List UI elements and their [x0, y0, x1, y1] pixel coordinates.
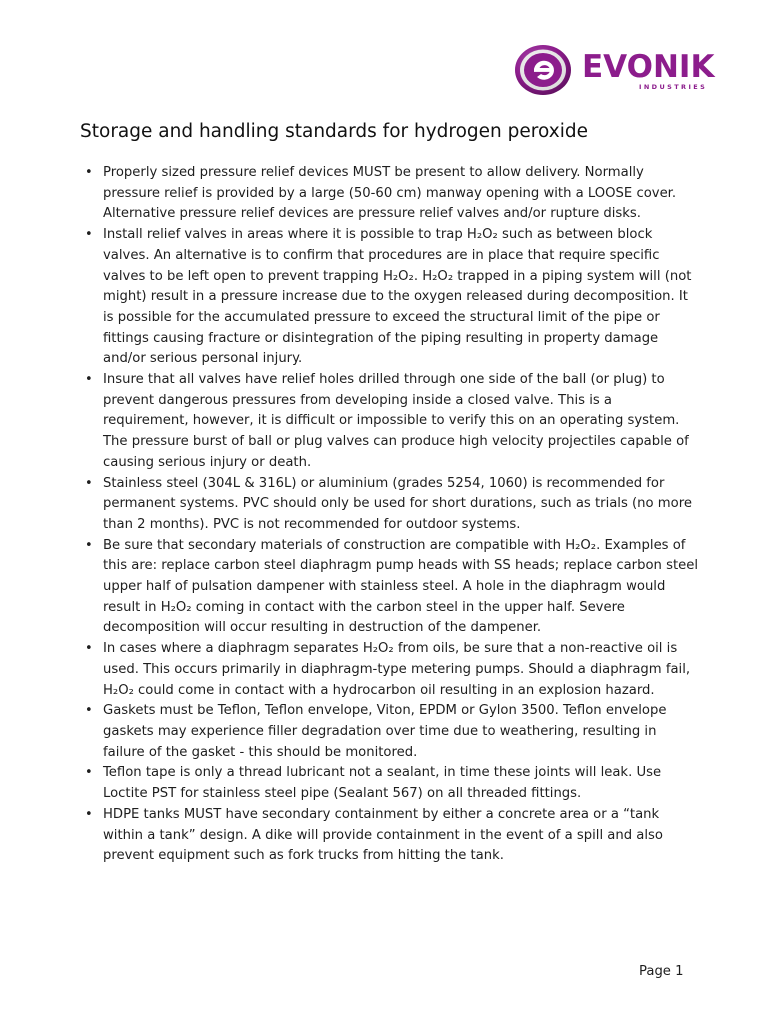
bullet-item: • Insure that all valves have relief holes drilled through one side of the ball (or plug) to prevent dangerous pressures from developing inside a closed valve. This is a requirement, however, it is difficult or impossible to verify this on an operating system. The pressure burst of ball or plug valves can produce high velocity projectiles capable of causing serious injury or death. — [80, 370, 700, 474]
bullet-item: • Stainless steel (304L & 316L) or aluminium (grades 5254, 1060) is recommended for permanent systems. PVC should only be used for short durations, such as trials (no more than 2 months). PVC is not recommended for outdoor systems. — [80, 474, 700, 536]
bullet-item: • Properly sized pressure relief devices MUST be present to allow delivery. Normally pressure relief is provided by a large (50-60 cm) manway opening with a LOOSE cover. Alternative pressure relief devices are pressure relief valves and/or rupture disks. — [80, 163, 700, 225]
bullet-item: • Be sure that secondary materials of construction are compatible with H₂O₂. Examples of this are: replace carbon steel diaphragm pump heads with SS heads; replace carbon steel upper half of pulsation dampener with stainless steel. A hole in the diaphragm would result in H₂O₂ coming in contact with the carbon steel in the upper half. Severe decomposition will occur resulting in destruction of the dampener. — [80, 536, 700, 640]
logo-wordmark: EVONIK — [582, 49, 715, 85]
document-title: Storage and handling standards for hydrogen peroxide — [80, 121, 588, 142]
bullet-item: • Install relief valves in areas where it is possible to trap H₂O₂ such as between block valves. An alternative is to confirm that procedures are in place that require specific valves to be left open to prevent trapping H₂O₂. H₂O₂ trapped in a piping system will (not might) result in a pressure increase due to the oxygen released during decomposition. It is possible for the accumulated pressure to exceed the structural limit of the pipe or fittings causing fracture or disintegration of the piping resulting in property damage and/or serious personal injury. — [80, 225, 700, 370]
bullet-list — [80, 163, 700, 867]
bullet-item: • HDPE tanks MUST have secondary containment by either a concrete area or a “tank within a tank” design. A dike will provide containment in the event of a spill and also prevent equipment such as fork trucks from hitting the tank. — [80, 805, 700, 867]
page-number: Page 1 — [639, 964, 684, 979]
evonik-logo-icon — [514, 44, 574, 96]
logo-subtitle: INDUSTRIES — [639, 83, 708, 91]
evonik-logo — [514, 44, 719, 94]
bullet-item: • Gaskets must be Teflon, Teflon envelope, Viton, EPDM or Gylon 3500. Teflon envelope gaskets may experience filler degradation over time due to weathering, resulting in failure of the gasket - this should be monitored. — [80, 701, 700, 763]
bullet-item: • Teflon tape is only a thread lubricant not a sealant, in time these joints will leak. Use Loctite PST for stainless steel pipe (Sealant 567) on all threaded fittings. — [80, 763, 700, 804]
bullet-item: • In cases where a diaphragm separates H₂O₂ from oils, be sure that a non-reactive oil is used. This occurs primarily in diaphragm-type metering pumps. Should a diaphragm fail, H₂O₂ could come in contact with a hydrocarbon oil resulting in an explosion hazard. — [80, 639, 700, 701]
